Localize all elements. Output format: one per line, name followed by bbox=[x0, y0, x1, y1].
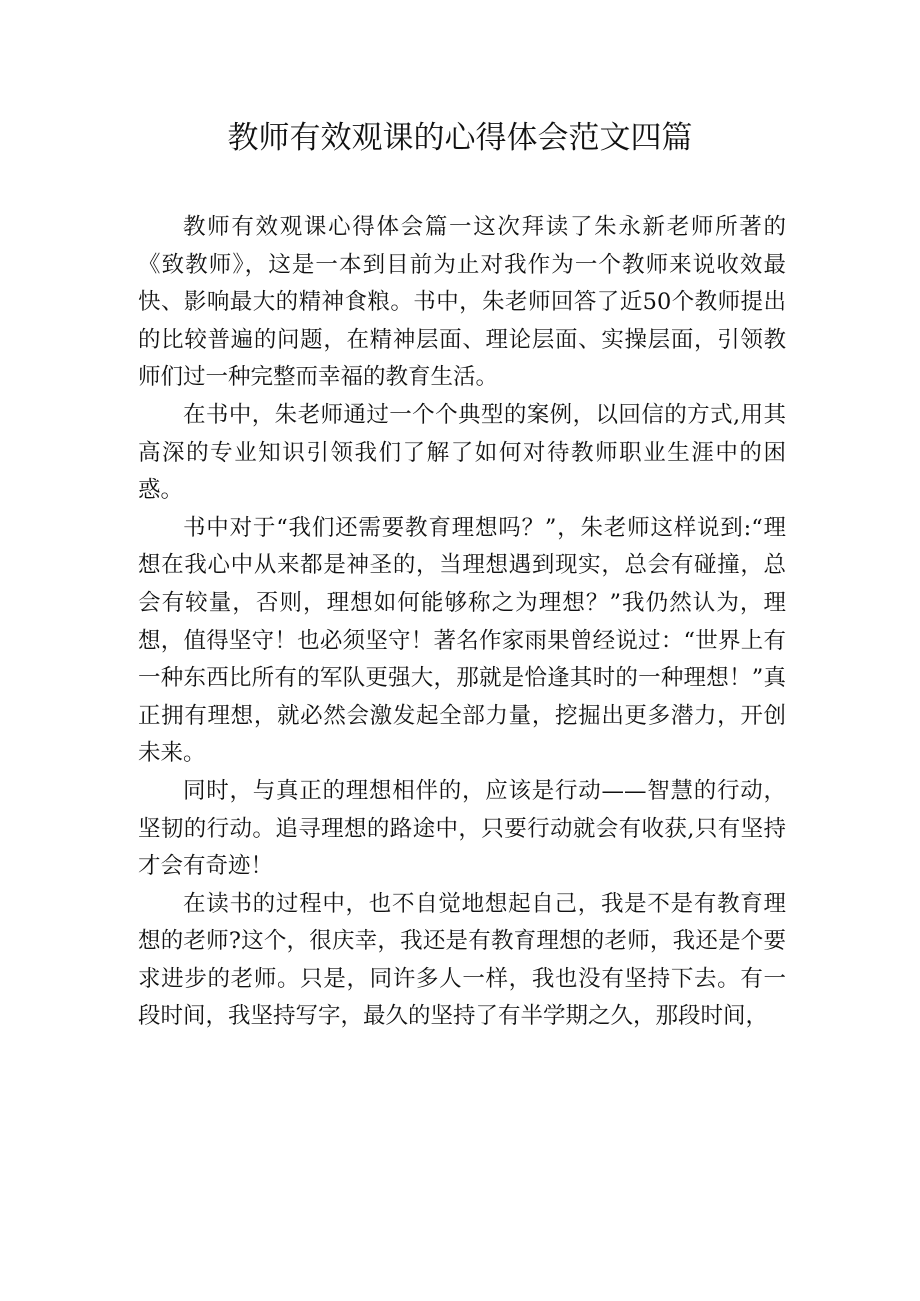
paragraph-5: 在读书的过程中，也不自觉地想起自己，我是不是有教育理想的老师?这个，很庆幸，我还是有教育理想的老师，我还是个要求进步的老师。只是，同许多人一样，我也没有坚持下去。有一段时间，我坚持写字，最久的坚持了有半学期之久，那段时间， bbox=[138, 890, 786, 1030]
document-body bbox=[138, 209, 786, 1036]
document-title: 教师有效观课的心得体会范文四篇 bbox=[227, 120, 693, 156]
paragraph-3: 书中对于“我们还需要教育理想吗？”，朱老师这样说到:“理想在我心中从来都是神圣的，当理想遇到现实，总会有碰撞，总会有较量，否则，理想如何能够称之为理想？”我仍然认为，理想，值得坚守！也必须坚守！著名作家雨果曾经说过：“世界上有一种东西比所有的军队更强大，那就是恰逢其时的一种理想！”真正拥有理想，就必然会激发起全部力量，挖掘出更多潜力，开创未来。 bbox=[138, 514, 786, 767]
paragraph-2: 在书中，朱老师通过一个个典型的案例，以回信的方式,用其高深的专业知识引领我们了解了如何对待教师职业生涯中的困惑。 bbox=[138, 401, 786, 504]
paragraph-4: 同时，与真正的理想相伴的，应该是行动——智慧的行动，坚韧的行动。追寻理想的路途中，只要行动就会有收获,只有坚持才会有奇迹！ bbox=[138, 777, 786, 880]
paragraph-1: 教师有效观课心得体会篇一这次拜读了朱永新老师所著的《致教师》，这是一本到目前为止对我作为一个教师来说收效最快、影响最大的精神食粮。书中，朱老师回答了近50个教师提出的比较普遍的问题，在精神层面、理论层面、实操层面，引领教师们过一种完整而幸福的教育生活。 bbox=[138, 214, 786, 391]
